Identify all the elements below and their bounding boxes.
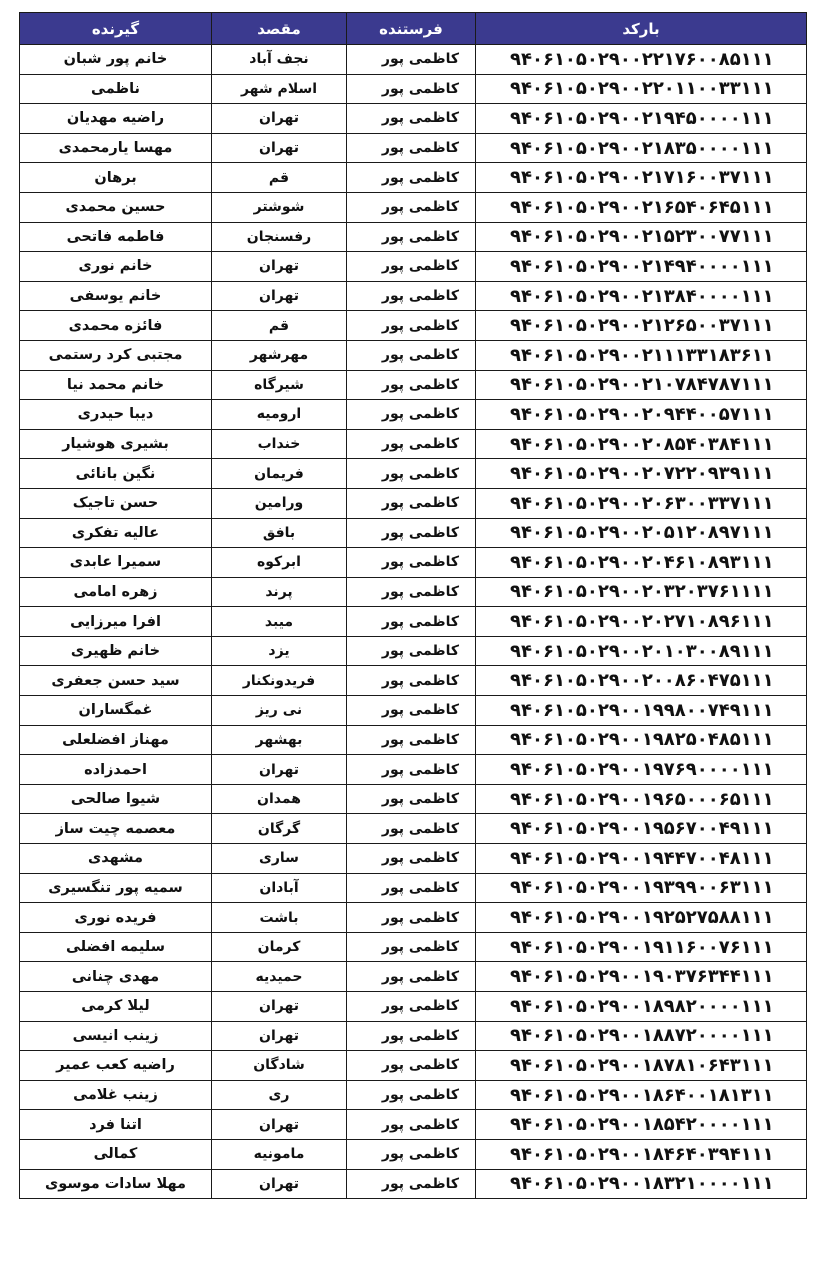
recipient-cell: مهلا سادات موسوی xyxy=(20,1169,212,1199)
table-row xyxy=(20,755,807,785)
barcode-cell: ۹۴۰۶۱۰۵۰۲۹۰۰۲۰۹۴۴۰۰۵۷۱۱۱ xyxy=(476,400,807,430)
table-row xyxy=(20,252,807,282)
barcode-cell: ۹۴۰۶۱۰۵۰۲۹۰۰۱۹۷۶۹۰۰۰۰۱۱۱ xyxy=(476,755,807,785)
table-row xyxy=(20,104,807,134)
recipient-cell: سلیمه افضلی xyxy=(20,932,212,962)
sender-cell: کاظمی پور xyxy=(347,577,476,607)
sender-cell: کاظمی پور xyxy=(347,45,476,75)
recipient-cell: کمالی xyxy=(20,1139,212,1169)
recipient-cell: مجتبی کرد رستمی xyxy=(20,340,212,370)
table-row xyxy=(20,962,807,992)
sender-cell: کاظمی پور xyxy=(347,814,476,844)
barcode-cell: ۹۴۰۶۱۰۵۰۲۹۰۰۱۹۰۳۷۶۳۴۴۱۱۱ xyxy=(476,962,807,992)
shipment-sheet xyxy=(19,12,806,1199)
recipient-cell: احمدزاده xyxy=(20,755,212,785)
barcode-cell: ۹۴۰۶۱۰۵۰۲۹۰۰۲۰۸۵۴۰۳۸۴۱۱۱ xyxy=(476,429,807,459)
recipient-cell: برهان xyxy=(20,163,212,193)
sender-cell: کاظمی پور xyxy=(347,429,476,459)
sender-cell: کاظمی پور xyxy=(347,222,476,252)
destination-cell: ابرکوه xyxy=(212,548,347,578)
sender-cell: کاظمی پور xyxy=(347,281,476,311)
recipient-cell: غمگساران xyxy=(20,696,212,726)
barcode-table xyxy=(19,12,807,1199)
destination-cell: تهران xyxy=(212,1169,347,1199)
sender-cell: کاظمی پور xyxy=(347,932,476,962)
sender-cell: کاظمی پور xyxy=(347,1139,476,1169)
table-row xyxy=(20,992,807,1022)
destination-cell: نی ریز xyxy=(212,696,347,726)
destination-cell: پرند xyxy=(212,577,347,607)
destination-cell: تهران xyxy=(212,992,347,1022)
destination-cell: ری xyxy=(212,1080,347,1110)
recipient-cell: دیبا حیدری xyxy=(20,400,212,430)
barcode-cell: ۹۴۰۶۱۰۵۰۲۹۰۰۱۹۲۵۲۷۵۸۸۱۱۱ xyxy=(476,903,807,933)
recipient-cell: نگین بانائی xyxy=(20,459,212,489)
destination-cell: حمیدیه xyxy=(212,962,347,992)
table-row xyxy=(20,488,807,518)
table-row xyxy=(20,548,807,578)
destination-cell: تهران xyxy=(212,755,347,785)
sender-cell: کاظمی پور xyxy=(347,1110,476,1140)
sender-cell: کاظمی پور xyxy=(347,488,476,518)
table-row xyxy=(20,1051,807,1081)
barcode-cell: ۹۴۰۶۱۰۵۰۲۹۰۰۱۹۵۶۷۰۰۴۹۱۱۱ xyxy=(476,814,807,844)
table-row xyxy=(20,163,807,193)
recipient-cell: زینب غلامی xyxy=(20,1080,212,1110)
recipient-cell: خانم نوری xyxy=(20,252,212,282)
sender-cell: کاظمی پور xyxy=(347,755,476,785)
barcode-cell: ۹۴۰۶۱۰۵۰۲۹۰۰۱۸۷۸۱۰۶۴۳۱۱۱ xyxy=(476,1051,807,1081)
barcode-cell: ۹۴۰۶۱۰۵۰۲۹۰۰۱۸۳۲۱۰۰۰۰۱۱۱ xyxy=(476,1169,807,1199)
table-row xyxy=(20,222,807,252)
recipient-cell: اتنا فرد xyxy=(20,1110,212,1140)
barcode-cell: ۹۴۰۶۱۰۵۰۲۹۰۰۲۱۰۷۸۴۷۸۷۱۱۱ xyxy=(476,370,807,400)
recipient-cell: راضیه کعب عمیر xyxy=(20,1051,212,1081)
table-row xyxy=(20,1110,807,1140)
table-row xyxy=(20,636,807,666)
barcode-cell: ۹۴۰۶۱۰۵۰۲۹۰۰۱۹۹۸۰۰۷۴۹۱۱۱ xyxy=(476,696,807,726)
sender-cell: کاظمی پور xyxy=(347,903,476,933)
table-row xyxy=(20,1139,807,1169)
table-row xyxy=(20,74,807,104)
barcode-cell: ۹۴۰۶۱۰۵۰۲۹۰۰۱۹۳۹۹۰۰۶۳۱۱۱ xyxy=(476,873,807,903)
destination-cell: شادگان xyxy=(212,1051,347,1081)
table-row xyxy=(20,1169,807,1199)
destination-cell: بافق xyxy=(212,518,347,548)
barcode-cell: ۹۴۰۶۱۰۵۰۲۹۰۰۲۱۳۸۴۰۰۰۰۱۱۱ xyxy=(476,281,807,311)
table-body xyxy=(20,45,807,1199)
destination-cell: تهران xyxy=(212,281,347,311)
destination-cell: گرگان xyxy=(212,814,347,844)
destination-cell: شوشتر xyxy=(212,192,347,222)
barcode-cell: ۹۴۰۶۱۰۵۰۲۹۰۰۲۰۰۸۶۰۴۷۵۱۱۱ xyxy=(476,666,807,696)
barcode-cell: ۹۴۰۶۱۰۵۰۲۹۰۰۱۸۶۴۰۰۱۸۱۳۱۱ xyxy=(476,1080,807,1110)
destination-cell: قم xyxy=(212,163,347,193)
recipient-cell: حسن تاجیک xyxy=(20,488,212,518)
recipient-cell: مهدی چنانی xyxy=(20,962,212,992)
barcode-cell: ۹۴۰۶۱۰۵۰۲۹۰۰۱۹۱۱۶۰۰۷۶۱۱۱ xyxy=(476,932,807,962)
table-row xyxy=(20,133,807,163)
sender-cell: کاظمی پور xyxy=(347,163,476,193)
sender-cell: کاظمی پور xyxy=(347,844,476,874)
barcode-cell: ۹۴۰۶۱۰۵۰۲۹۰۰۱۸۹۸۲۰۰۰۰۱۱۱ xyxy=(476,992,807,1022)
destination-cell: مهرشهر xyxy=(212,340,347,370)
sender-cell: کاظمی پور xyxy=(347,992,476,1022)
barcode-cell: ۹۴۰۶۱۰۵۰۲۹۰۰۲۲۱۷۶۰۰۸۵۱۱۱ xyxy=(476,45,807,75)
table-row xyxy=(20,370,807,400)
recipient-cell: خانم یوسفی xyxy=(20,281,212,311)
table-row xyxy=(20,45,807,75)
sender-cell: کاظمی پور xyxy=(347,784,476,814)
sender-cell: کاظمی پور xyxy=(347,518,476,548)
recipient-cell: خانم پور شبان xyxy=(20,45,212,75)
table-row xyxy=(20,607,807,637)
barcode-cell: ۹۴۰۶۱۰۵۰۲۹۰۰۲۰۷۲۲۰۹۳۹۱۱۱ xyxy=(476,459,807,489)
sender-cell: کاظمی پور xyxy=(347,400,476,430)
destination-cell: تهران xyxy=(212,1110,347,1140)
barcode-cell: ۹۴۰۶۱۰۵۰۲۹۰۰۱۹۸۲۵۰۴۸۵۱۱۱ xyxy=(476,725,807,755)
sender-cell: کاظمی پور xyxy=(347,311,476,341)
table-row xyxy=(20,429,807,459)
recipient-cell: زهره امامی xyxy=(20,577,212,607)
sender-cell: کاظمی پور xyxy=(347,636,476,666)
sender-cell: کاظمی پور xyxy=(347,873,476,903)
sender-cell: کاظمی پور xyxy=(347,1080,476,1110)
sender-cell: کاظمی پور xyxy=(347,725,476,755)
barcode-column-header: بارکد xyxy=(476,13,807,45)
recipient-cell: معصمه چیت ساز xyxy=(20,814,212,844)
destination-cell: یزد xyxy=(212,636,347,666)
destination-cell: ورامین xyxy=(212,488,347,518)
destination-cell: تهران xyxy=(212,252,347,282)
destination-column-header: مقصد xyxy=(212,13,347,45)
table-row xyxy=(20,725,807,755)
barcode-cell: ۹۴۰۶۱۰۵۰۲۹۰۰۱۹۴۴۷۰۰۴۸۱۱۱ xyxy=(476,844,807,874)
recipient-cell: راضیه مهدیان xyxy=(20,104,212,134)
table-row xyxy=(20,814,807,844)
destination-cell: همدان xyxy=(212,784,347,814)
sender-cell: کاظمی پور xyxy=(347,104,476,134)
table-row xyxy=(20,577,807,607)
table-header xyxy=(20,13,807,45)
barcode-cell: ۹۴۰۶۱۰۵۰۲۹۰۰۲۱۴۹۴۰۰۰۰۱۱۱ xyxy=(476,252,807,282)
table-row xyxy=(20,903,807,933)
table-row xyxy=(20,932,807,962)
recipient-cell: خانم محمد نیا xyxy=(20,370,212,400)
table-row xyxy=(20,844,807,874)
barcode-cell: ۹۴۰۶۱۰۵۰۲۹۰۰۲۰۵۱۲۰۸۹۷۱۱۱ xyxy=(476,518,807,548)
destination-cell: تهران xyxy=(212,133,347,163)
table-row xyxy=(20,696,807,726)
sender-cell: کاظمی پور xyxy=(347,459,476,489)
barcode-cell: ۹۴۰۶۱۰۵۰۲۹۰۰۲۱۵۲۳۰۰۷۷۱۱۱ xyxy=(476,222,807,252)
sender-cell: کاظمی پور xyxy=(347,252,476,282)
recipient-cell: لیلا کرمی xyxy=(20,992,212,1022)
recipient-cell: بشیری هوشیار xyxy=(20,429,212,459)
recipient-cell: سید حسن جعفری xyxy=(20,666,212,696)
barcode-cell: ۹۴۰۶۱۰۵۰۲۹۰۰۲۰۱۰۳۰۰۸۹۱۱۱ xyxy=(476,636,807,666)
sender-cell: کاظمی پور xyxy=(347,340,476,370)
destination-cell: نجف آباد xyxy=(212,45,347,75)
recipient-column-header: گیرنده xyxy=(20,13,212,45)
recipient-cell: خانم ظهیری xyxy=(20,636,212,666)
destination-cell: میبد xyxy=(212,607,347,637)
barcode-cell: ۹۴۰۶۱۰۵۰۲۹۰۰۲۰۶۳۰۰۳۳۷۱۱۱ xyxy=(476,488,807,518)
barcode-cell: ۹۴۰۶۱۰۵۰۲۹۰۰۲۱۹۴۵۰۰۰۰۱۱۱ xyxy=(476,104,807,134)
table-row xyxy=(20,666,807,696)
recipient-cell: سمیرا عابدی xyxy=(20,548,212,578)
destination-cell: خنداب xyxy=(212,429,347,459)
destination-cell: کرمان xyxy=(212,932,347,962)
sender-cell: کاظمی پور xyxy=(347,696,476,726)
destination-cell: ساری xyxy=(212,844,347,874)
sender-column-header: فرستنده xyxy=(347,13,476,45)
destination-cell: ارومیه xyxy=(212,400,347,430)
sender-cell: کاظمی پور xyxy=(347,962,476,992)
recipient-cell: شیوا صالحی xyxy=(20,784,212,814)
barcode-cell: ۹۴۰۶۱۰۵۰۲۹۰۰۲۰۳۲۰۳۷۶۱۱۱۱ xyxy=(476,577,807,607)
destination-cell: قم xyxy=(212,311,347,341)
destination-cell: اسلام شهر xyxy=(212,74,347,104)
recipient-cell: حسین محمدی xyxy=(20,192,212,222)
recipient-cell: زینب انیسی xyxy=(20,1021,212,1051)
barcode-cell: ۹۴۰۶۱۰۵۰۲۹۰۰۱۸۵۴۲۰۰۰۰۱۱۱ xyxy=(476,1110,807,1140)
table-row xyxy=(20,1080,807,1110)
recipient-cell: مهسا یارمحمدی xyxy=(20,133,212,163)
recipient-cell: فریده نوری xyxy=(20,903,212,933)
table-row xyxy=(20,340,807,370)
recipient-cell: فائزه محمدی xyxy=(20,311,212,341)
table-row xyxy=(20,459,807,489)
destination-cell: فریدونکنار xyxy=(212,666,347,696)
barcode-cell: ۹۴۰۶۱۰۵۰۲۹۰۰۱۸۴۶۴۰۳۹۴۱۱۱ xyxy=(476,1139,807,1169)
sender-cell: کاظمی پور xyxy=(347,1051,476,1081)
barcode-cell: ۹۴۰۶۱۰۵۰۲۹۰۰۲۲۰۱۱۰۰۳۳۱۱۱ xyxy=(476,74,807,104)
barcode-cell: ۹۴۰۶۱۰۵۰۲۹۰۰۲۱۶۵۴۰۶۴۵۱۱۱ xyxy=(476,192,807,222)
table-row xyxy=(20,518,807,548)
table-row xyxy=(20,400,807,430)
table-row xyxy=(20,281,807,311)
recipient-cell: ناظمی xyxy=(20,74,212,104)
sender-cell: کاظمی پور xyxy=(347,1021,476,1051)
destination-cell: باشت xyxy=(212,903,347,933)
sender-cell: کاظمی پور xyxy=(347,192,476,222)
barcode-cell: ۹۴۰۶۱۰۵۰۲۹۰۰۲۱۱۱۳۳۱۸۳۶۱۱ xyxy=(476,340,807,370)
destination-cell: بهشهر xyxy=(212,725,347,755)
sender-cell: کاظمی پور xyxy=(347,548,476,578)
barcode-cell: ۹۴۰۶۱۰۵۰۲۹۰۰۱۹۶۵۰۰۰۶۵۱۱۱ xyxy=(476,784,807,814)
recipient-cell: مهناز افضلعلی xyxy=(20,725,212,755)
sender-cell: کاظمی پور xyxy=(347,666,476,696)
recipient-cell: سمیه پور تنگسیری xyxy=(20,873,212,903)
barcode-cell: ۹۴۰۶۱۰۵۰۲۹۰۰۲۱۲۶۵۰۰۳۷۱۱۱ xyxy=(476,311,807,341)
barcode-cell: ۹۴۰۶۱۰۵۰۲۹۰۰۲۰۴۶۱۰۸۹۳۱۱۱ xyxy=(476,548,807,578)
table-row xyxy=(20,192,807,222)
barcode-cell: ۹۴۰۶۱۰۵۰۲۹۰۰۲۱۸۳۵۰۰۰۰۱۱۱ xyxy=(476,133,807,163)
sender-cell: کاظمی پور xyxy=(347,133,476,163)
barcode-cell: ۹۴۰۶۱۰۵۰۲۹۰۰۲۱۷۱۶۰۰۳۷۱۱۱ xyxy=(476,163,807,193)
recipient-cell: افرا میرزایی xyxy=(20,607,212,637)
destination-cell: تهران xyxy=(212,104,347,134)
table-row xyxy=(20,873,807,903)
destination-cell: آبادان xyxy=(212,873,347,903)
recipient-cell: مشهدی xyxy=(20,844,212,874)
recipient-cell: فاطمه فاتحی xyxy=(20,222,212,252)
sender-cell: کاظمی پور xyxy=(347,607,476,637)
recipient-cell: عالیه تفکری xyxy=(20,518,212,548)
destination-cell: تهران xyxy=(212,1021,347,1051)
destination-cell: شیرگاه xyxy=(212,370,347,400)
table-row xyxy=(20,784,807,814)
barcode-cell: ۹۴۰۶۱۰۵۰۲۹۰۰۲۰۲۷۱۰۸۹۶۱۱۱ xyxy=(476,607,807,637)
destination-cell: فریمان xyxy=(212,459,347,489)
sender-cell: کاظمی پور xyxy=(347,74,476,104)
destination-cell: مامونیه xyxy=(212,1139,347,1169)
destination-cell: رفسنجان xyxy=(212,222,347,252)
table-row xyxy=(20,311,807,341)
header-row xyxy=(20,13,807,45)
sender-cell: کاظمی پور xyxy=(347,370,476,400)
table-row xyxy=(20,1021,807,1051)
barcode-cell: ۹۴۰۶۱۰۵۰۲۹۰۰۱۸۸۷۲۰۰۰۰۱۱۱ xyxy=(476,1021,807,1051)
sender-cell: کاظمی پور xyxy=(347,1169,476,1199)
